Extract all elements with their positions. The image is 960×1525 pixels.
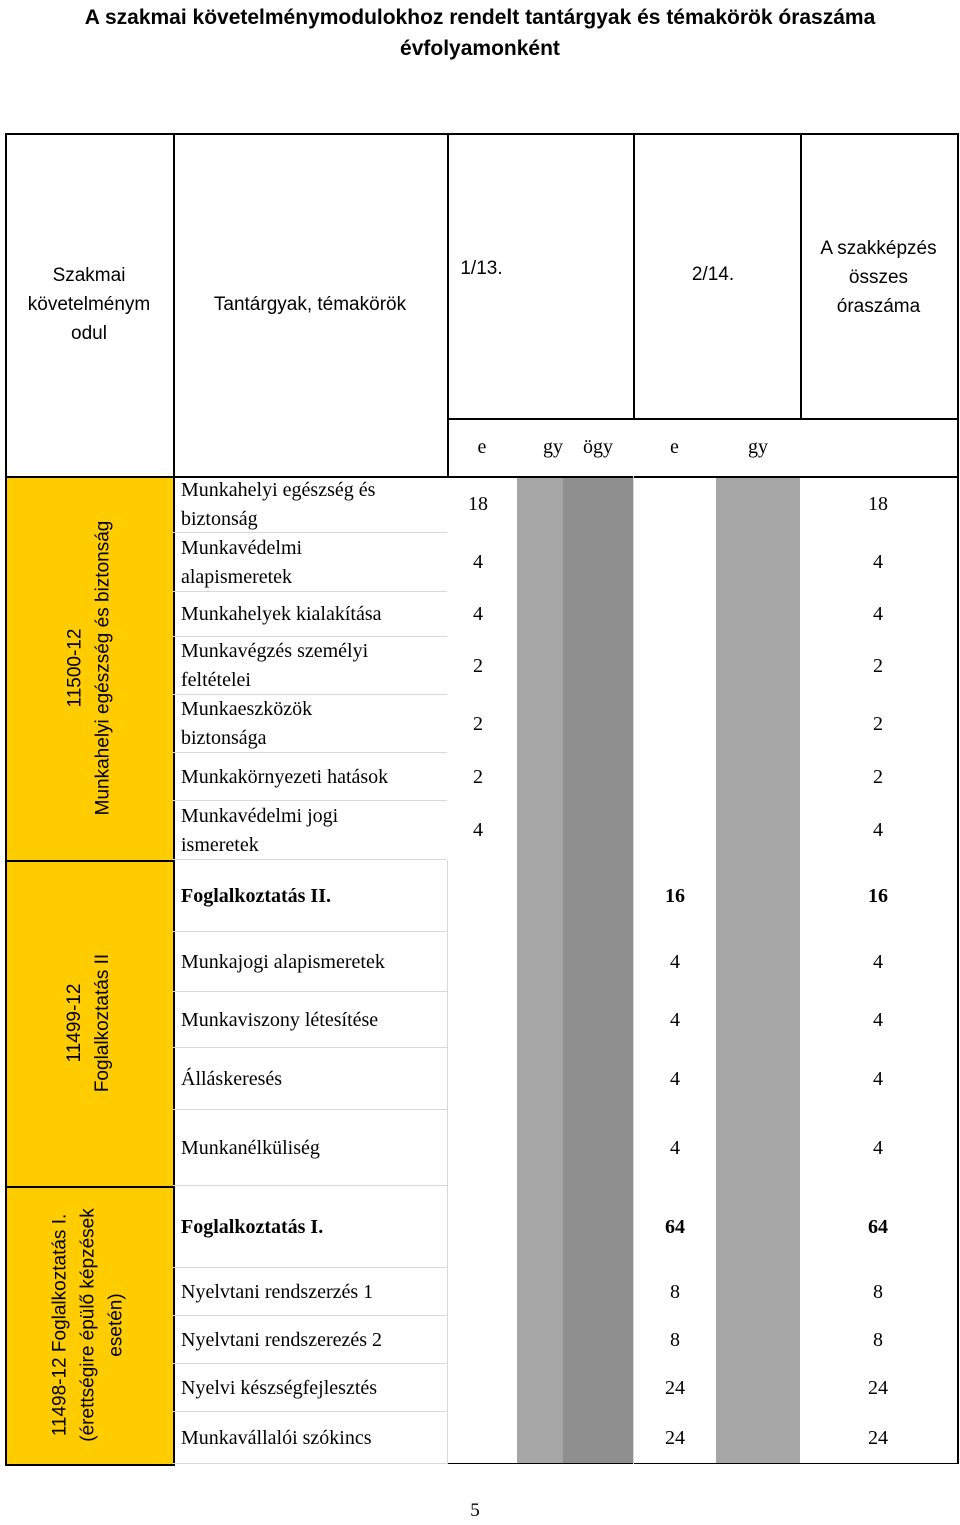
header-year-2 (668, 254, 758, 294)
row-label (181, 753, 447, 801)
value-total: 2 (873, 765, 883, 788)
row-label-lines (181, 1326, 382, 1355)
header-year-1 (447, 248, 516, 288)
value-total: 4 (873, 551, 883, 573)
value-total: 4 (873, 603, 883, 625)
row-label-lines (181, 1374, 377, 1403)
row-label-line: Munkaviszony létesítése (181, 1008, 379, 1031)
header-total-line: összes (848, 267, 909, 288)
value-total: 16 (868, 884, 888, 907)
row-label-lines (181, 1065, 282, 1094)
header-total-line: óraszáma (836, 296, 921, 317)
row-label-lines (181, 1278, 373, 1307)
value-total: 4 (873, 819, 883, 841)
header-module-lines (28, 261, 151, 348)
module-name-line: Munkahelyi egészség és biztonság (92, 520, 113, 816)
module-name (5, 476, 173, 860)
row-label (181, 1110, 447, 1186)
row-label-lines (181, 948, 385, 977)
module-name-line: 11499-12 (64, 983, 85, 1063)
row-label-line: alapismeretek (181, 565, 293, 588)
row-label-line: Foglalkoztatás I. (181, 1215, 324, 1238)
value-total: 4 (873, 950, 883, 973)
value-year1-e: 4 (473, 603, 483, 625)
value-total: 2 (873, 654, 883, 677)
header-total-line: A szakképzés (820, 238, 937, 259)
row-label-line: Munkavédelmi jogi (181, 804, 339, 827)
row-label-line: Nyelvtani rendszerezés 2 (181, 1328, 383, 1351)
row-label (181, 1268, 447, 1316)
value-year1-e: 4 (473, 551, 483, 573)
row-label-line: ismeretek (181, 833, 259, 856)
row-label-lines (181, 695, 312, 753)
value-total: 18 (868, 493, 888, 515)
value-year2-e: 24 (665, 1426, 685, 1449)
value-year1-e: 2 (473, 765, 483, 788)
header-subjects (173, 133, 447, 476)
subheader-e: e (477, 435, 487, 458)
row-label-lines (181, 600, 382, 629)
row-label (181, 695, 447, 753)
row-label-line: Munkavédelmi (181, 536, 303, 559)
module-name-line: Foglalkoztatás II (92, 953, 113, 1093)
value-year2-e: 8 (670, 1328, 680, 1351)
header-module-line: Szakmai (52, 265, 126, 286)
row-label-line: biztonság (181, 507, 258, 530)
header-total-lines (820, 234, 936, 321)
header-module-line: odul (71, 323, 107, 344)
value-year2-e: 64 (665, 1215, 685, 1238)
row-label (181, 932, 447, 992)
subheader-gy: gy (748, 435, 768, 458)
row-label (181, 533, 447, 592)
header-subjects-lines (214, 290, 406, 319)
value-total: 24 (868, 1426, 888, 1449)
value-total: 8 (873, 1280, 883, 1303)
value-total: 4 (873, 1008, 883, 1031)
row-label-lines (181, 1134, 320, 1163)
row-label-line: Munkahelyi egészség és (181, 478, 376, 501)
row-label-line: Nyelvtani rendszerzés 1 (181, 1280, 374, 1303)
value-total: 2 (873, 712, 883, 735)
header-subjects-line: Tantárgyak, témakörök (213, 294, 407, 315)
value-year1-e: 2 (473, 712, 483, 735)
row-label-lines (181, 637, 368, 695)
row-label (181, 1316, 447, 1364)
row-label-line: Munkavállalói szókincs (181, 1426, 372, 1449)
value-year2-e: 4 (670, 950, 680, 973)
row-label (181, 637, 447, 695)
module-name-line: esetén) (106, 1293, 128, 1357)
row-label-lines (181, 763, 388, 792)
row-label-line: Munkaeszközök (181, 698, 313, 720)
module-name-line: (érettségire épülő képzések (78, 1208, 100, 1442)
value-year1-e: 4 (473, 819, 483, 841)
module-name-line: 11498-12 Foglalkoztatás I. (50, 1213, 72, 1437)
value-year2-e: 16 (665, 884, 685, 907)
value-total: 8 (873, 1328, 883, 1351)
row-label-line: Munkakörnyezeti hatások (181, 765, 389, 788)
module-name (5, 860, 173, 1186)
row-label-line: Álláskeresés (181, 1067, 283, 1090)
row-label-line: Munkavégzés személyi (181, 640, 369, 662)
row-label-lines (181, 1424, 372, 1453)
row-label-lines (181, 882, 331, 911)
value-total: 24 (868, 1376, 888, 1399)
header-module (5, 133, 173, 476)
row-label-lines (181, 1006, 378, 1035)
row-label (181, 592, 447, 637)
module-name-text (47, 1208, 131, 1441)
header-total (800, 230, 957, 325)
row-label-line: Munkajogi alapismeretek (181, 950, 385, 973)
row-label-line: biztonsága (181, 727, 267, 749)
row-label-lines (181, 802, 338, 860)
subheader-ögy: ögy (583, 435, 613, 458)
header-year-1-line: 1/13. (460, 257, 503, 279)
title-line: évfolyamonként (400, 37, 560, 60)
title-line: A szakmai követelménymodulokhoz rendelt tantárgyak és témakörök óraszáma (84, 6, 876, 29)
value-year2-e: 8 (670, 1280, 680, 1303)
value-year1-e: 2 (473, 654, 483, 677)
row-label-line: Foglalkoztatás II. (181, 884, 331, 907)
value-total: 4 (873, 1136, 883, 1159)
header-year-2-line: 2/14. (691, 263, 735, 285)
row-label (181, 801, 447, 860)
row-label (181, 1048, 447, 1110)
row-label (181, 1186, 447, 1268)
row-label-lines (181, 1213, 323, 1242)
row-label (181, 860, 447, 932)
module-name (5, 1186, 173, 1464)
subheader-e: e (670, 435, 679, 458)
row-label (181, 992, 447, 1048)
header-module-line: követelménym (27, 294, 151, 315)
row-label-line: Munkahelyek kialakítása (181, 603, 382, 625)
header-year-1-lines (460, 254, 502, 283)
module-name-text (61, 954, 117, 1092)
value-year1-e: 18 (468, 493, 488, 515)
row-label (181, 1412, 447, 1464)
value-year2-e: 24 (665, 1376, 685, 1399)
row-label-line: Nyelvi készségfejlesztés (181, 1376, 378, 1399)
subheader-gy: gy (543, 435, 563, 458)
module-name-line: 11500-12 (64, 628, 85, 708)
value-year2-e: 4 (670, 1067, 680, 1090)
row-label-lines (181, 476, 375, 534)
row-label-line: feltételei (181, 669, 251, 691)
module-name-text (61, 521, 117, 816)
value-total: 4 (873, 1067, 883, 1090)
row-label-lines (181, 534, 302, 592)
value-total: 64 (868, 1215, 888, 1238)
page-number: 5 (470, 1500, 480, 1521)
value-year2-e: 4 (670, 1136, 680, 1159)
header-year-2-lines (692, 260, 734, 289)
value-year2-e: 4 (670, 1008, 680, 1031)
row-label (181, 476, 447, 533)
row-label (181, 1364, 447, 1412)
row-label-line: Munkanélküliség (181, 1136, 320, 1159)
